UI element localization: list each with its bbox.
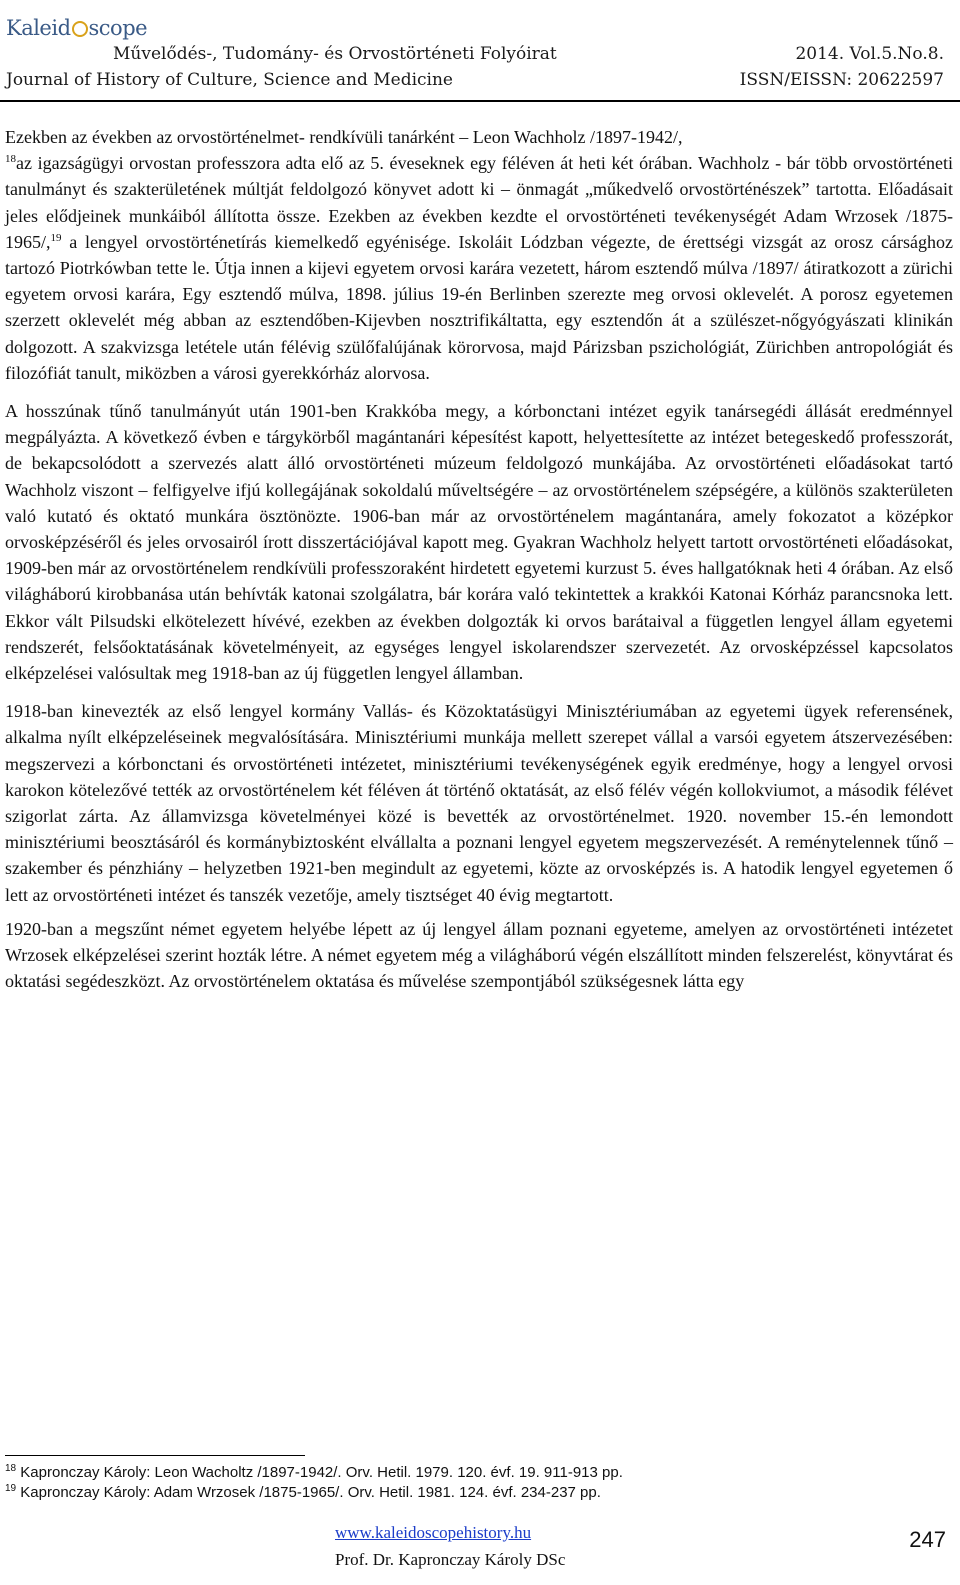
page-number: 247: [909, 1527, 946, 1552]
logo-text-part2: scope: [88, 16, 148, 40]
article-body: [5, 124, 953, 1007]
journal-title-en: Journal of History of Culture, Science and Medicine: [6, 70, 453, 90]
logo-ring-icon: [72, 21, 88, 37]
issue-info: 2014. Vol.5.No.8.: [795, 44, 944, 64]
website-link[interactable]: www.kaleidoscopehistory.hu: [335, 1523, 532, 1542]
header-rule: [0, 100, 960, 102]
paragraph-2: A hosszúnak tűnő tanulmányút után 1901-ben Krakkóba megy, a kórbonctani intézet egyik tanársegédi állását eredménnyel megpályázta. A következő évben e tárgykörből magántanári képesítést kapott, helyettesítette az intézet betegeskedő professzorát, de bekapcsolódott a szervezés alatt álló orvostörténeti múzeum feldolgozó munkájába. Az orvostörténeti előadásokat tartó Wachholz viszont – felfigyelve ifjú kollegájának sokoldalú műveltségére – az orvostörténelem szépségére, a különös szakterületen való kutató és oktató munkára ösztönözte. 1906-ban már az orvostörténelem magántanára, amely fokozatot a középkor orvosképzéséről és jeles orvosairól írott disszertációjával kapott meg. Gyakran Wachholz helyett tartott orvostörténeti előadásokat, 1909-ben már az orvostörténelem rendkívüli professzoraként hirdetett egyetemi kurzust 5. éves hallgatóknak heti 4 órában. Az első világháború kirobbanása után behívták katonai szolgálatra, bár korára való tekintettek a krakkói Katonai Kórház parancsnoka lett. Ekkor vált Pilsudski elkötelezett hívévé, ezekben az években dolgozták ki orvos barátaival a független lengyel állam egyetemi rendszerét, felsőoktatásának követelményeit, az egységes lengyel iskolarendszer szervezetét. Az orvosképzéssel kapcsolatos elképzelései valósultak meg 1918-ban az új független lengyel államban.: [5, 401, 953, 684]
paragraph-3: 1918-ban kinevezték az első lengyel kormány Vallás- és Közoktatásügyi Minisztériumában az egyetemi ügyek referensének, alkalma nyílt elképzeléseinek megvalósítására. Minisztériumi munkája mellett szerepet vállal a varsói egyetem átszervezésében: megszervezi a kórbonctani és orvostörténeti intézetet, minisztériumi tevékenységének egyik eredménye, hogy a lengyel orvosi karokon kötelezővé tették az orvostörténelem két féléven át történő oktatását, az első félév végén kollokviumot, a második félévet szigorlat zárta. Az államvizsga követelményei közé is bevették az orvostörténelmet. 1920. november 15.-én lemondott minisztériumi beosztásáról és kormánybiztosként elvállalta a poznani lengyel egyetem megszervezését. A reménytelennek tűnő – szakember és pénzhiány – helyzetben 1921-ben megindult az egyetemi, közte az orvosképzés is. A hatodik lengyel egyetemen ő lett az orvostörténeti intézet és tanszék vezetője, amely tisztséget 40 évig megtartott.: [5, 701, 953, 905]
paragraph-1: Ezekben az években az orvostörténelmet- rendkívüli tanárként – Leon Wachholz /1897-1942/, $^{18}$az igazságügyi orvostan professzora adta elő az 5. éveseknek egy féléven át heti két órában. Wachholz - bár több orvostörténeti tanulmányt és szakterületének múltját feldolgozó könyvet adott ki – önmagát „műkedvelő orvostörténészek” tartotta. Előadásait jeles elődjeinek munkáiból állította össze. Ezekben az években kezdte el orvostörténeti tevékenységét Adam Wrzosek /1875-1965/,$^{19}$ a lengyel orvostörténetírás kiemelkedő egyénisége. Iskoláit Lódzban végezte, de érettségi vizsgát az orosz cársághoz tartozó Piotrkówban tette le. Útja innen a kijevi egyetem orvosi karára vezetett, három esztendő múlva /1897/ átiratkozott a zürichi egyetem orvosi karára, Egy esztendő múlva, 1898. július 19-én Berlinben szerezte meg orvosi oklevelét. A porosz egyetemen szerzett oklevelét még abban az esztendőben-Kijevben nosztrifikáltatta, egy esztendőn át a szülészet-nőgyógyászati klinikán dolgozott. A szakvizsga letétele után félévig szülőfalújának körorvosa, majd Párizsban pszichológiát, Zürichben antropológiát és filozófiát tanult, miközben a városi gyerekkórház alorvosa.: [5, 127, 953, 383]
logo-text-part1: Kaleid: [6, 16, 71, 40]
footnote-ref-18[interactable]: 18: [5, 153, 16, 166]
footnote-ref-19[interactable]: 19: [50, 231, 62, 244]
journal-header: [0, 0, 960, 100]
issn-info: ISSN/EISSN: 20622597: [739, 70, 944, 90]
journal-title-hu: Művelődés-, Tudomány- és Orvostörténeti Folyóirat: [113, 44, 557, 64]
kaleidoscope-logo[interactable]: [6, 8, 147, 48]
footnote-18: $^{18}$ Kapronczay Károly: Leon Wacholtz /1897-1942/. Orv. Hetil. 1979. 120. évf. 19. 911-913 pp.: [5, 1463, 623, 1481]
author-name: Prof. Dr. Kapronczay Károly DSc: [335, 1550, 566, 1569]
footnote-rule: [5, 1455, 305, 1456]
footnotes: [5, 1463, 953, 1503]
paragraph-4: 1920-ban a megszűnt német egyetem helyébe lépett az új lengyel állam poznani egyeteme, amelyen az orvostörténeti intézetet Wrzosek elképzelései szerint hozták létre. A német egyetem még a világháború végén elszállított minden felszerelést, könyvtárat és oktatási segédeszközt. Az orvostörténelem oktatása és művelése szempontjából szükségesnek látta egy: [5, 918, 953, 992]
footnote-19: $^{19}$ Kapronczay Károly: Adam Wrzosek /1875-1965/. Orv. Hetil. 1981. 124. évf. 234-237 pp.: [5, 1483, 601, 1501]
